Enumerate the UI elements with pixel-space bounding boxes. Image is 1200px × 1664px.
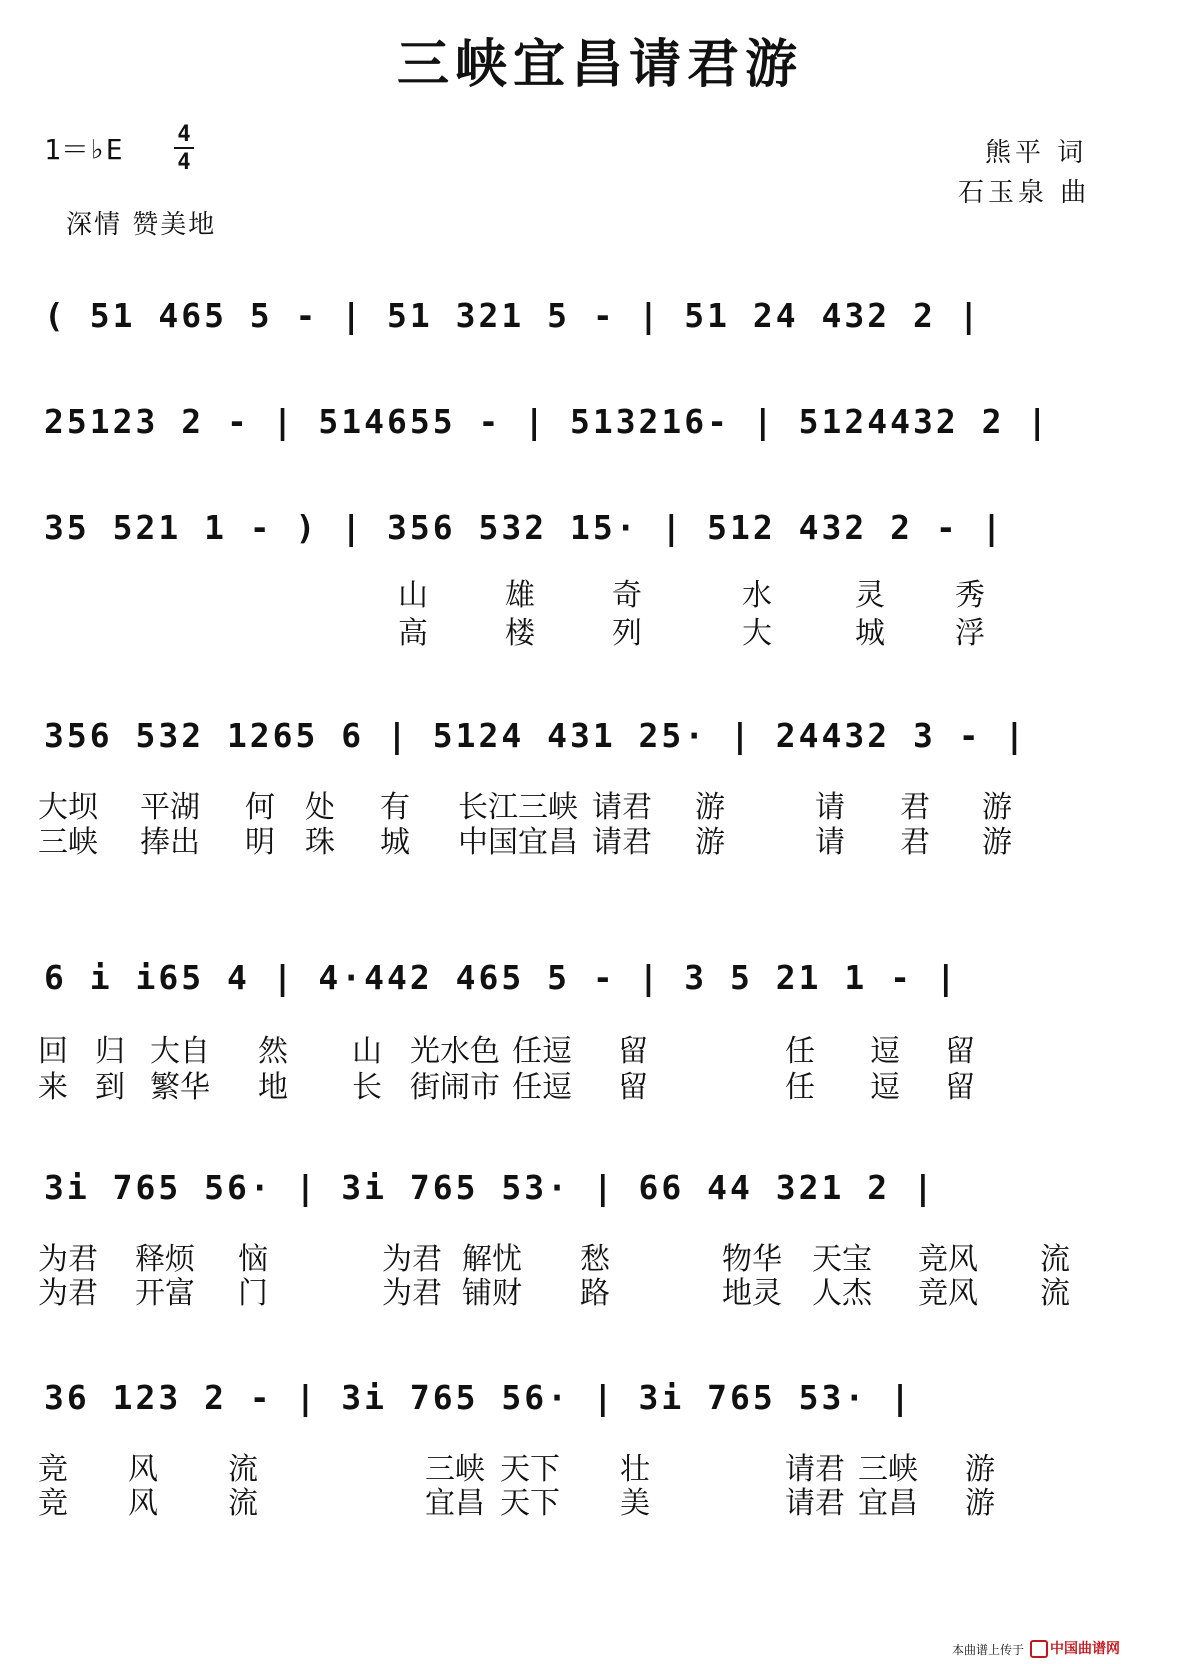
lyric-syllable: 三峡 [38, 825, 98, 860]
lyric-syllable: 释烦 [135, 1242, 195, 1277]
lyric-syllable: 请君 [592, 790, 652, 825]
lyric-syllable: 大 [742, 616, 772, 651]
lyric-syllable: 壮 [620, 1452, 650, 1487]
lyric-syllable: 有 [380, 790, 410, 825]
score-line-6: 3i 765 56· | 3i 765 53· | 66 44 321 2 | [44, 1168, 936, 1207]
lyric-syllable: 为君 [382, 1276, 442, 1311]
lyric-syllable: 高 [398, 616, 428, 651]
lyric-syllable: 雄 [505, 578, 535, 613]
lyric-syllable: 游 [982, 790, 1012, 825]
upload-note: 本曲谱上传于 [952, 1643, 1025, 1657]
lyric-syllable: 处 [305, 790, 335, 825]
lyric-syllable: 中国宜昌 [458, 825, 578, 860]
lyric-syllable: 任逗 [512, 1034, 572, 1069]
lyric-syllable: 三峡 [858, 1452, 918, 1487]
lyric-syllable: 门 [238, 1276, 268, 1311]
time-signature [172, 124, 196, 174]
lyric-syllable: 解忧 [462, 1242, 522, 1277]
lyric-syllable: 大自 [150, 1034, 210, 1069]
lyric-syllable: 请君 [592, 825, 652, 860]
lyric-syllable: 长江三峡 [458, 790, 578, 825]
lyric-syllable: 美 [620, 1486, 650, 1521]
time-signature-bottom: 4 [177, 150, 191, 175]
lyric-syllable: 楼 [505, 616, 535, 651]
score-line-2: 25123 2 - | 514655 - | 513216- | 5124432 2 | [44, 402, 1051, 441]
lyric-syllable: 为君 [38, 1276, 98, 1311]
expression-mark: 深情 赞美地 [66, 210, 217, 240]
lyric-syllable: 竞风 [918, 1276, 978, 1311]
lyric-syllable: 恼 [238, 1242, 268, 1277]
lyric-syllable: 山 [398, 578, 428, 613]
lyric-syllable: 地 [258, 1070, 288, 1105]
lyric-syllable: 竞 [38, 1452, 68, 1487]
page-title: 三峡宜昌请君游 [396, 34, 803, 95]
lyric-syllable: 留 [945, 1034, 975, 1069]
lyric-syllable: 游 [695, 825, 725, 860]
lyric-syllable: 浮 [955, 616, 985, 651]
lyric-syllable: 物华 [722, 1242, 782, 1277]
lyric-syllable: 秀 [955, 578, 985, 613]
lyric-syllable: 流 [1040, 1242, 1070, 1277]
lyric-syllable: 天下 [500, 1486, 560, 1521]
lyric-syllable: 平湖 [140, 790, 200, 825]
score-line-7: 36 123 2 - | 3i 765 56· | 3i 765 53· | [44, 1378, 913, 1417]
lyric-syllable: 任逗 [512, 1070, 572, 1105]
lyric-syllable: 捧出 [140, 825, 200, 860]
lyricist-credit: 熊平 词 [985, 138, 1088, 168]
lyric-syllable: 来 [38, 1070, 68, 1105]
lyric-syllable: 人杰 [812, 1276, 872, 1311]
lyric-syllable: 光水色 [410, 1034, 500, 1069]
lyric-syllable: 明 [245, 825, 275, 860]
lyric-syllable: 天宝 [812, 1242, 872, 1277]
lyric-syllable: 逗 [870, 1034, 900, 1069]
lyric-syllable: 珠 [305, 825, 335, 860]
lyric-syllable: 请 [815, 790, 845, 825]
lyric-syllable: 流 [1040, 1276, 1070, 1311]
lyric-syllable: 请君 [785, 1486, 845, 1521]
lyric-syllable: 游 [695, 790, 725, 825]
lyric-syllable: 流 [228, 1486, 258, 1521]
lyric-syllable: 回 [38, 1034, 68, 1069]
lyric-syllable: 竞 [38, 1486, 68, 1521]
lyric-syllable: 留 [618, 1034, 648, 1069]
lyric-syllable: 天下 [500, 1452, 560, 1487]
lyric-syllable: 游 [965, 1452, 995, 1487]
lyric-syllable: 列 [612, 616, 642, 651]
score-line-1: ( 51 465 5 - | 51 321 5 - | 51 24 432 2 | [44, 296, 982, 335]
lyric-syllable: 城 [380, 825, 410, 860]
lyric-syllable: 游 [965, 1486, 995, 1521]
lyric-syllable: 为君 [38, 1242, 98, 1277]
lyric-syllable: 风 [128, 1486, 158, 1521]
lyric-syllable: 愁 [580, 1242, 610, 1277]
lyric-syllable: 到 [95, 1070, 125, 1105]
lyric-syllable: 然 [258, 1034, 288, 1069]
lyric-syllable: 游 [982, 825, 1012, 860]
score-line-4: 356 532 1265 6 | 5124 431 25· | 24432 3 - | [44, 716, 1028, 755]
lyric-syllable: 为君 [382, 1242, 442, 1277]
lyric-syllable: 任 [785, 1070, 815, 1105]
lyric-syllable: 路 [580, 1276, 610, 1311]
time-signature-divider [174, 147, 194, 149]
lyric-syllable: 竞风 [918, 1242, 978, 1277]
score-line-3: 35 521 1 - ) | 356 532 15· | 512 432 2 - | [44, 508, 1005, 547]
lyric-syllable: 宜昌 [425, 1486, 485, 1521]
key-signature: 1＝♭E [44, 133, 123, 166]
lyric-syllable: 奇 [612, 578, 642, 613]
lyric-syllable: 逗 [870, 1070, 900, 1105]
lyric-syllable: 留 [945, 1070, 975, 1105]
lyric-syllable: 开富 [135, 1276, 195, 1311]
lyric-syllable: 君 [900, 825, 930, 860]
lyric-syllable: 大坝 [38, 790, 98, 825]
lyric-syllable: 铺财 [462, 1276, 522, 1311]
lyric-syllable: 城 [855, 616, 885, 651]
lyric-syllable: 留 [618, 1070, 648, 1105]
time-signature-top: 4 [177, 122, 191, 147]
lyric-syllable: 归 [95, 1034, 125, 1069]
lyric-syllable: 何 [245, 790, 275, 825]
lyric-syllable: 流 [228, 1452, 258, 1487]
lyric-syllable: 繁华 [150, 1070, 210, 1105]
site-name: 中国曲谱网 [1050, 1641, 1120, 1657]
composer-credit: 石玉泉 曲 [958, 178, 1091, 208]
lyric-syllable: 宜昌 [858, 1486, 918, 1521]
lyric-syllable: 水 [742, 578, 772, 613]
lyric-syllable: 请君 [785, 1452, 845, 1487]
lyric-syllable: 任 [785, 1034, 815, 1069]
lyric-syllable: 街闹市 [410, 1070, 500, 1105]
score-line-5: 6 i i65 4 | 4·442 465 5 - | 3 5 21 1 - | [44, 958, 959, 997]
lyric-syllable: 请 [815, 825, 845, 860]
lyric-syllable: 灵 [855, 578, 885, 613]
lyric-syllable: 风 [128, 1452, 158, 1487]
site-logo-icon [1030, 1640, 1048, 1658]
lyric-syllable: 三峡 [425, 1452, 485, 1487]
lyric-syllable: 长 [352, 1070, 382, 1105]
lyric-syllable: 山 [352, 1034, 382, 1069]
lyric-syllable: 君 [900, 790, 930, 825]
lyric-syllable: 地灵 [722, 1276, 782, 1311]
